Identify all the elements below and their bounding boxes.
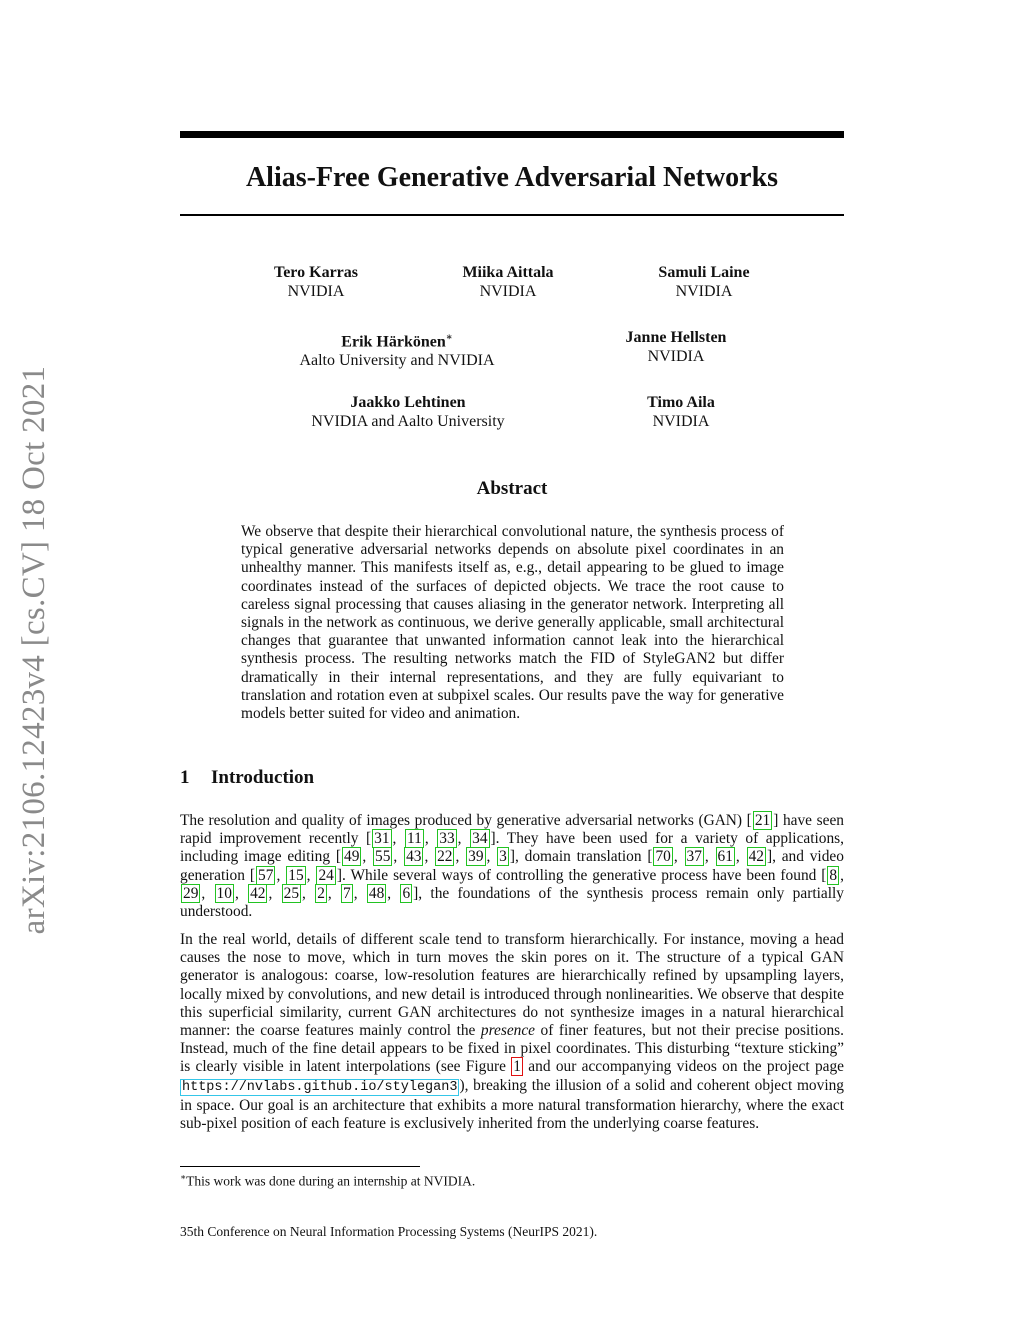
figure-link[interactable]: 1 [513,1058,521,1076]
citation-link[interactable]: 22 [437,848,453,866]
author-name: Miika Aittala [462,264,554,281]
intro-paragraph-1: The resolution and quality of images produced by generative adversarial networks (GAN) [ 21 ] have seen rapid improvement recently [ 31 , 11 , 33 , 34 ]. They have been used for a variety of applications, including image editing [ 49 , 55 , 43 , 22 , 39 , 3 ], domain translation [ 70 , 37 , 61 , 42 ], and video generation [ 57 , 15 , 24 ]. While several ways of controlling the generative process have been found [ 8 , 29 , 10 , 42 , 25 , 2 , 7 , 48 , 6 ], the foundations of the synthesis process remain only partially understood. [180,812,845,921]
citation-link[interactable]: 55 [375,848,391,866]
footnote-rule [180,1166,420,1167]
citation-link[interactable]: 42 [250,884,266,902]
citation-link[interactable]: 70 [655,848,671,866]
project-url-link[interactable]: https://nvlabs.github.io/stylegan3 [182,1079,458,1095]
author-block [237,328,557,370]
citation-link[interactable]: 24 [318,866,334,884]
citation-link[interactable]: 25 [283,884,300,902]
citation-link[interactable]: 11 [407,830,422,848]
section-title: Introduction [211,767,315,788]
paper-title: Alias-Free Generative Adversarial Networks [245,162,779,193]
author-name: Samuli Laine [658,264,750,281]
abstract-heading: Abstract [476,478,548,499]
citation-link[interactable]: 61 [717,848,733,866]
author-affiliation: Aalto University and NVIDIA [299,352,495,370]
citation-link[interactable]: 33 [439,830,455,848]
abstract-text: We observe that despite their hierarchical convolutional nature, the synthesis process of typical generative adversarial networks depends on absolute pixel coordinates in an unhealthy manner. This manifests itself as, e.g., detail appearing to be glued to image coordinates instead of the surfaces of depicted objects. We trace the root cause to careless signal processing that causes aliasing in the generator network. Interpreting all signals in the network as continuous, we derive generally applicable, small architectural changes that guarantee that unwanted information cannot leak into the hierarchical synthesis process. The resulting networks match the FID of StyleGAN2 but differ dramatically in their internal representations, and they are fully equivariant to translation and rotation even at subpixel scales. Our results pave the way for generative models better suited for video and animation. [241,523,784,723]
citation-link[interactable]: 48 [368,884,385,902]
author-name: Janne Hellsten [625,329,727,346]
author-name: Tero Karras [274,264,358,281]
author-block [521,393,841,431]
footnote-marker: ∗ [445,332,453,343]
citation-link[interactable]: 21 [754,812,771,829]
citation-link[interactable]: 10 [216,884,232,902]
author-block [544,263,864,301]
intro-paragraph-2: In the real world, details of different scale tend to transform hierarchically. For instance, moving a head causes the nose to move, which in turn moves the skin pores on it. The structure of a typical GAN generator is analogous: coarse, low-resolution features are hierarchically refined by upsampling layers, locally mixed by convolutions, and new detail is introduced through nonlinearities. We observe that despite this superficial similarity, current GAN architectures do not synthesize images in a natural hierarchical manner: the coarse features mainly control the presence of finer features, but not their precise positions. Instead, much of the fine detail appears to be fixed in pixel coordinates. This disturbing “texture sticking” is clearly visible in latent interpolations (see Figure 1 and our accompanying videos on the project page https://nvlabs.github.io/stylegan3 ), breaking the illusion of a solid and coherent object moving in space. Our goal is an architecture that exhibits a more natural transformation hierarchy, where the exact sub-pixel position of each feature is exclusively inherited from the underlying coarse features. [180,931,845,1133]
author-affiliation: NVIDIA and Aalto University [311,413,505,430]
title-top-rule [180,131,844,138]
citation-link[interactable]: 3 [499,848,507,866]
author-affiliation: NVIDIA [652,413,710,430]
citation-link[interactable]: 37 [686,848,702,866]
citation-link[interactable]: 2 [317,884,325,902]
footnote-marker: ∗ [180,1172,187,1182]
citation-link[interactable]: 42 [748,848,764,866]
emphasis-text: presence [480,1022,536,1040]
citation-link[interactable]: 15 [288,866,304,884]
citation-link[interactable]: 34 [472,830,488,848]
footnote: ∗This work was done during an internship at NVIDIA. [180,1172,476,1189]
citation-link[interactable]: 39 [468,848,484,866]
author-name: Timo Aila [647,394,715,411]
author-name: Jaakko Lehtinen [350,394,466,411]
section-number: 1 [180,767,190,788]
author-name: Erik Härkönen∗ [341,332,453,351]
citation-link[interactable]: 7 [343,884,351,902]
title-bottom-rule [180,214,844,216]
section-heading [180,767,314,789]
citation-link[interactable]: 8 [829,866,838,884]
citation-link[interactable]: 43 [406,848,422,866]
author-affiliation: NVIDIA [647,348,705,365]
citation-link[interactable]: 49 [344,848,360,866]
author-block [516,328,836,366]
author-block [248,393,568,431]
author-affiliation: NVIDIA [675,283,733,300]
citation-link[interactable]: 6 [402,884,411,902]
author-affiliation: NVIDIA [479,283,537,300]
citation-link[interactable]: 29 [183,884,199,902]
arxiv-identifier: arXiv:2106.12423v4 [cs.CV] 18 Oct 2021 [16,365,52,935]
author-affiliation: NVIDIA [287,283,345,300]
conference-note: 35th Conference on Neural Information Processing Systems (NeurIPS 2021). [180,1224,598,1239]
citation-link[interactable]: 31 [374,830,390,848]
citation-link[interactable]: 57 [258,866,274,884]
